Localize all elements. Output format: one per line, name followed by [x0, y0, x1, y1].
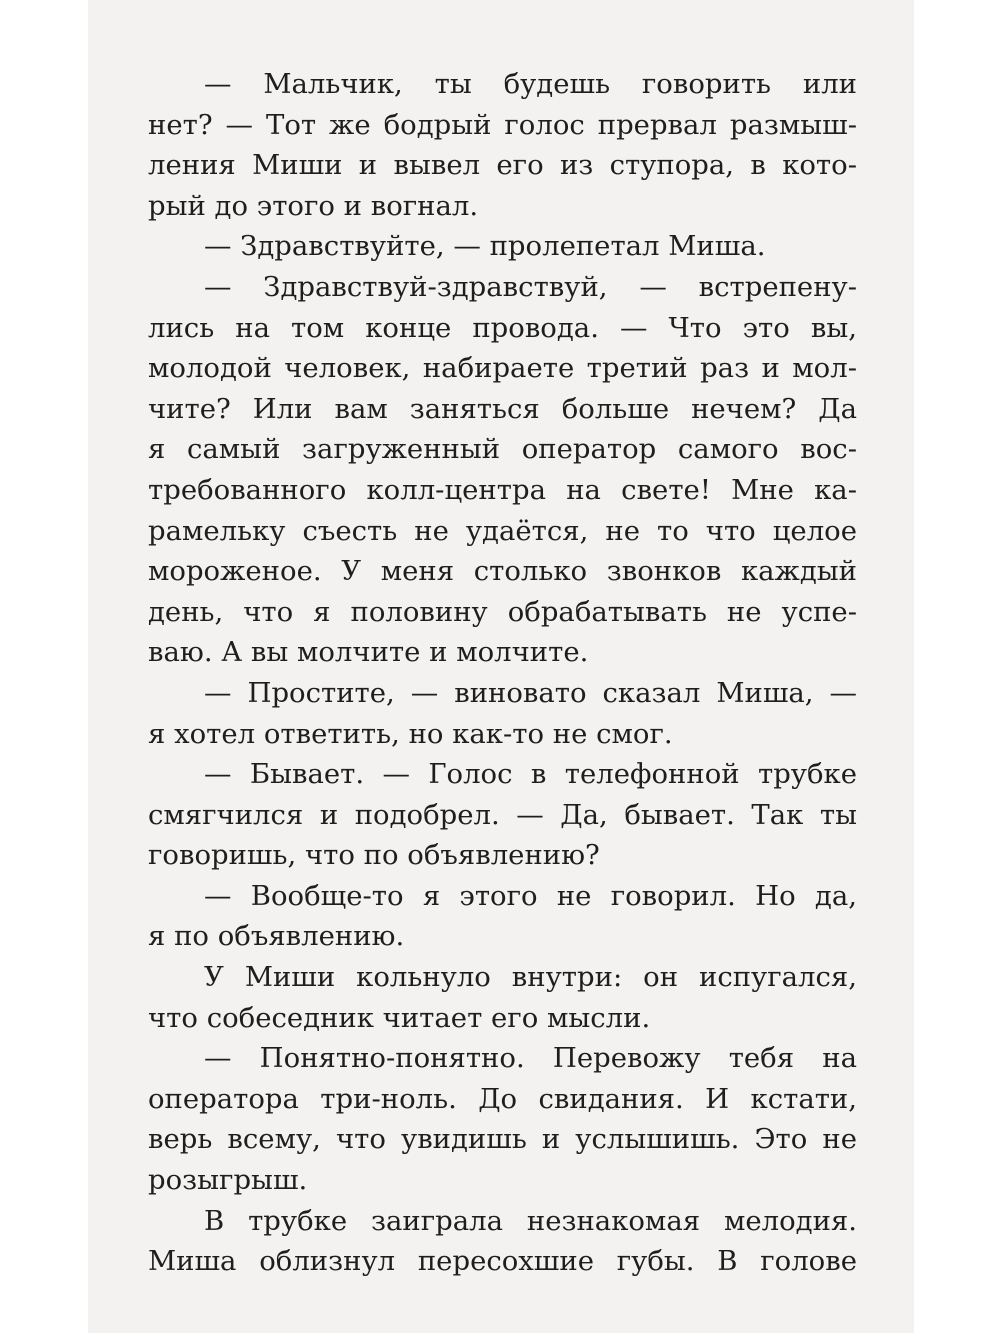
text-line: розыгрыш.: [148, 1164, 308, 1197]
text-line: я хотел ответить, но как-то не смог.: [148, 717, 673, 750]
text-line: — Здравствуйте, — пролепетал Миша.: [204, 230, 766, 263]
text-line: лись на том конце провода. — Что это вы,: [148, 311, 857, 344]
text-line: рамельку съесть не удаётся, не то что целое: [148, 514, 857, 547]
text-line: — Бывает. — Голос в телефонной трубке: [204, 758, 857, 791]
book-page: [88, 0, 914, 1333]
text-line: верь всему, что увидишь и услышишь. Это не: [148, 1123, 857, 1156]
text-line: я по объявлению.: [148, 920, 405, 953]
text-line: нет? — Тот же бодрый голос прервал размыш-: [148, 108, 857, 141]
text-line: — Мальчик, ты будешь говорить или: [204, 68, 857, 100]
text-line: день, что я половину обрабатывать не успе-: [148, 595, 857, 628]
text-line: В трубке заиграла незнакомая мелодия.: [204, 1204, 857, 1237]
text-line: рый до этого и вогнал.: [148, 189, 479, 222]
text-line: оператора три-ноль. До свидания. И кстати,: [148, 1082, 857, 1115]
text-line: мороженое. У меня столько звонков каждый: [148, 555, 857, 588]
text-line: молодой человек, набираете третий раз и мол-: [148, 352, 857, 385]
text-line: — Понятно-понятно. Перевожу тебя на: [204, 1042, 857, 1075]
text-line: — Вообще-то я этого не говорил. Но да,: [204, 879, 857, 912]
text-line: я самый загруженный оператор самого вос-: [148, 433, 857, 466]
text-line: смягчился и подобрел. — Да, бывает. Так ты: [148, 798, 857, 831]
text-line: — Простите, — виновато сказал Миша, —: [204, 676, 857, 709]
page-text: [148, 64, 857, 1282]
text-line: Миша облизнул пересохшие губы. В голове: [148, 1245, 857, 1278]
text-line: У Миши кольнуло внутри: он испугался,: [204, 961, 857, 994]
text-line: ваю. А вы молчите и молчите.: [148, 636, 589, 669]
text-line: чите? Или вам заняться больше нечем? Да: [148, 392, 857, 425]
text-line: требованного колл-центра на свете! Мне ка-: [148, 473, 857, 506]
text-line: ления Миши и вывел его из ступора, в кото-: [148, 149, 857, 182]
text-line: — Здравствуй-здравствуй, — встрепену-: [204, 270, 857, 303]
text-line: говоришь, что по объявлению?: [148, 839, 600, 872]
text-line: что собеседник читает его мысли.: [148, 1001, 651, 1034]
